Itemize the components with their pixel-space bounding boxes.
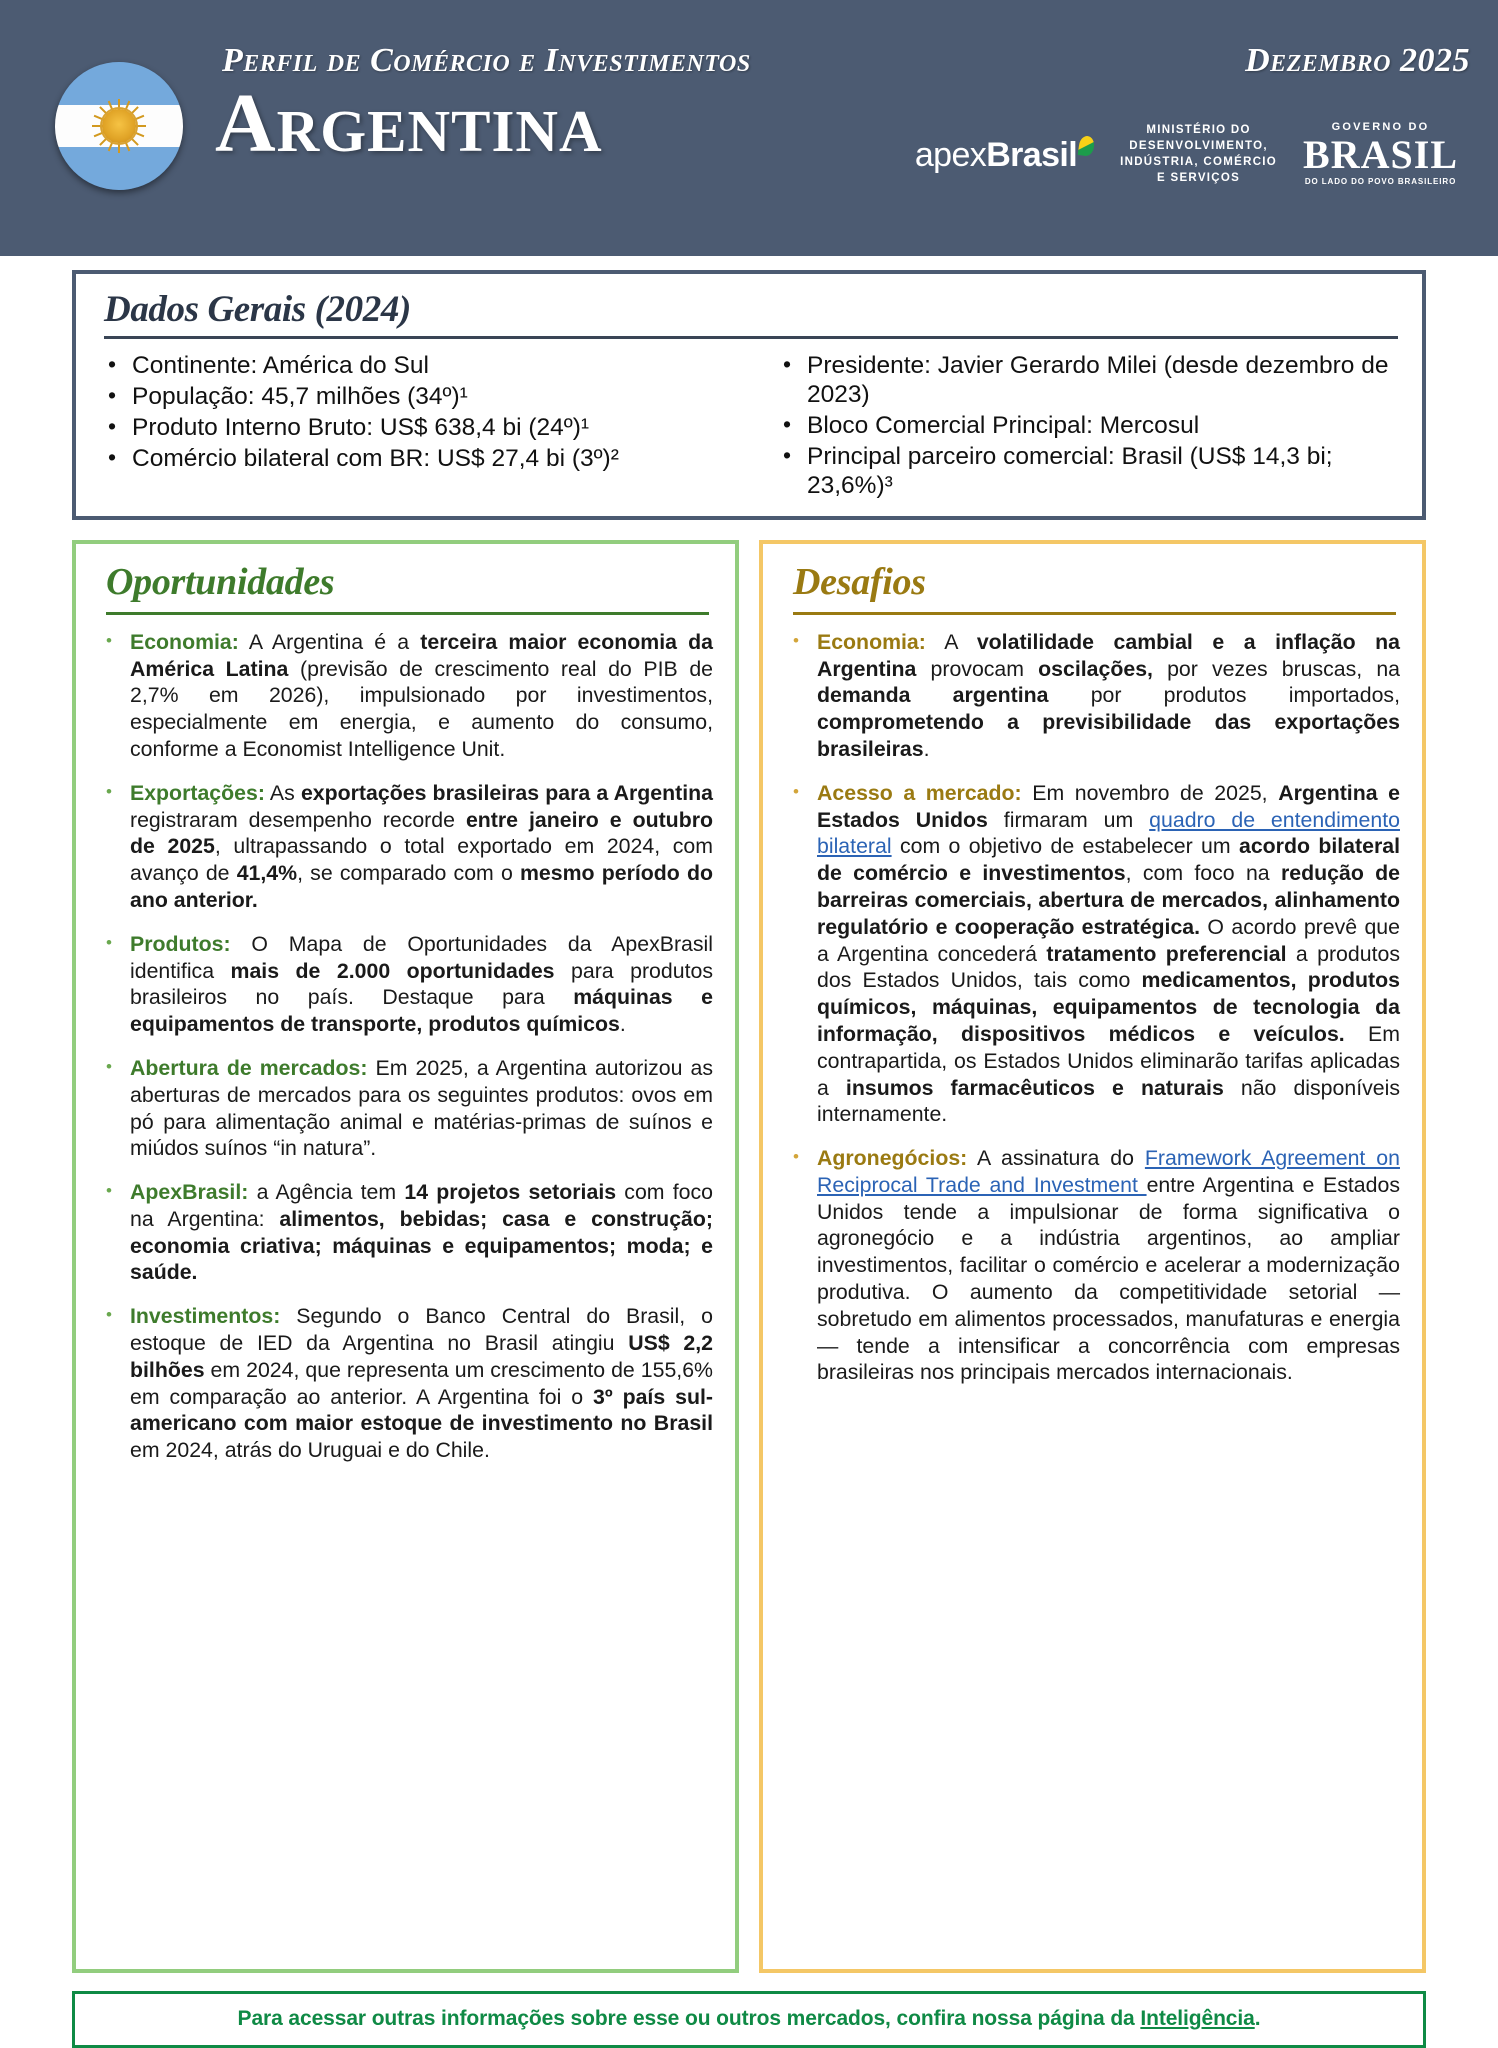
- dados-right-item-2: Principal parceiro comercial: Brasil (US$ 14,3 bi; 23,6%)³: [807, 442, 1333, 499]
- ministry-line-3: INDÚSTRIA, COMÉRCIO: [1120, 156, 1278, 168]
- header-kicker: Perfil de Comércio e Investimentos: [222, 42, 751, 79]
- page-title-country: Argentina: [215, 77, 603, 170]
- bullet-body: O Mapa de Oportunidades da ApexBrasil identifica mais de 2.000 oportunidades para produtos brasileiros no país. Destaque para máquinas e equipamentos de transporte, produtos químicos.: [130, 931, 713, 1037]
- dados-left-item-1: População: 45,7 milhões (34º)¹: [132, 382, 468, 410]
- logo-cluster: [915, 122, 1458, 186]
- footer-banner: [72, 1991, 1426, 2048]
- ministry-logo: [1120, 122, 1277, 186]
- list-item: [98, 1055, 713, 1162]
- footer-text-before: Para acessar outras informações sobre esse ou outros mercados, confira nossa página da: [237, 2007, 1141, 2030]
- bullet-lead: Produtos:: [130, 931, 231, 956]
- dados-left-item-3: Comércio bilateral com BR: US$ 27,4 bi (3º)²: [132, 444, 619, 472]
- bullet-body: As exportações brasileiras para a Argentina registraram desempenho recorde entre janeiro e outubro de 2025, ultrapassando o total exportado em 2024, com avanço de 41,4%, se comparado com o mesmo período do ano anterior.: [130, 780, 713, 912]
- bullet-body: a Agência tem 14 projetos setoriais com foco na Argentina: alimentos, bebidas; casa e construção; economia criativa; máquinas e equipamentos; moda; e saúde.: [130, 1180, 714, 1285]
- argentina-flag-icon: [55, 62, 183, 190]
- list-item: [98, 1303, 713, 1464]
- list-item: [98, 1179, 713, 1286]
- gov-logo-main: BRASIL: [1303, 132, 1458, 177]
- list-item: [773, 442, 1400, 500]
- bullet-lead: Economia:: [817, 629, 926, 654]
- bullet-lead: ApexBrasil:: [130, 1180, 249, 1205]
- list-item: [98, 931, 713, 1038]
- apex-leaf-icon: [1078, 135, 1096, 157]
- bullet-body: Em 2025, a Argentina autorizou as aberturas de mercados para os seguintes produtos: ovos em pó para alimentação animal e matérias-primas de suínos e miúdos suínos “in natura”.: [130, 1055, 714, 1161]
- dados-gerais-box: [72, 270, 1426, 520]
- list-item: [98, 629, 713, 763]
- panels-row: [72, 540, 1426, 1973]
- dados-gerais-left-list: [98, 351, 749, 473]
- bullet-body: Em novembro de 2025, Argentina e Estados Unidos firmaram um quadro de entendimento bilateral com o objetivo de estabelecer um acordo bilateral de comércio e investimentos, com foco na redução de barreiras comerciais, abertura de mercados, alinhamento regulatório e cooperação estratégica. O acordo prevê que a Argentina concederá tratamento preferencial a produtos dos Estados Unidos, tais como medicamentos, produtos químicos, máquinas, equipamentos de tecnologia da informação, dispositivos médicos e veículos. Em contrapartida, os Estados Unidos eliminarão tarifas aplicadas a insumos farmacêuticos e naturais não disponíveis internamente.: [817, 780, 1401, 1127]
- list-item: [98, 382, 749, 411]
- gov-logo-top: GOVERNO DO: [1331, 121, 1430, 133]
- apexbrasil-logo: [915, 136, 1094, 172]
- footer-text-after: .: [1254, 2007, 1261, 2030]
- list-item: [98, 780, 713, 914]
- dados-gerais-rule: [104, 336, 1398, 339]
- list-item: [98, 351, 749, 380]
- oportunidades-list: [98, 629, 713, 1464]
- bullet-lead: Abertura de mercados:: [130, 1055, 368, 1080]
- link-quadro-entendimento-bilateral[interactable]: quadro de entendimento bilateral: [817, 807, 1400, 859]
- link-framework-agreement[interactable]: Framework Agreement on Reciprocal Trade and Investment: [817, 1146, 1400, 1197]
- bullet-lead: Exportações:: [130, 780, 265, 805]
- apex-logo-part-a: apex: [914, 136, 987, 174]
- footer-text: [238, 2007, 1261, 2030]
- list-item: [785, 629, 1400, 763]
- bullet-lead: Economia:: [130, 629, 239, 654]
- dados-gerais-right-column: [773, 351, 1400, 502]
- bullet-body: Segundo o Banco Central do Brasil, o estoque de IED da Argentina no Brasil atingiu US$ 2,2 bilhões em 2024, que representa um crescimento de 155,6% em comparação ao anterior. A Argentina foi o 3º país sul-americano com maior estoque de investimento no Brasil em 2024, atrás do Uruguai e do Chile.: [130, 1304, 714, 1463]
- bullet-body: A assinatura do Framework Agreement on Reciprocal Trade and Investment entre Argentina e Estados Unidos tende a impulsionar de forma significativa o agronegócio e a indústria argentinos, ao ampliar investimentos, facilitar o comércio e acelerar a modernização produtiva. O aumento da competitividade setorial — sobretudo em alimentos processados, manufaturas e energia — tende a intensificar a concorrência com empresas brasileiras nos principais mercados internacionais.: [817, 1146, 1400, 1385]
- page-header: [0, 0, 1498, 256]
- dados-left-item-0: Continente: América do Sul: [132, 351, 429, 379]
- desafios-rule: [793, 612, 1396, 615]
- bullet-lead: Acesso a mercado:: [817, 780, 1022, 805]
- desafios-panel: [759, 540, 1426, 1973]
- list-item: [785, 1145, 1400, 1386]
- link-inteligencia[interactable]: Inteligência: [1140, 2007, 1255, 2030]
- bullet-lead: Agronegócios:: [817, 1146, 968, 1171]
- dados-gerais-title: Dados Gerais (2024): [104, 289, 411, 330]
- dados-right-item-1: Bloco Comercial Principal: Mercosul: [807, 411, 1200, 439]
- dados-gerais-right-list: [773, 351, 1400, 500]
- list-item: [785, 780, 1400, 1128]
- bullet-lead: Investimentos:: [130, 1304, 281, 1329]
- oportunidades-rule: [106, 612, 709, 615]
- list-item: [773, 411, 1400, 440]
- dados-gerais-left-column: [98, 351, 749, 502]
- apex-logo-part-b: Brasil: [986, 136, 1078, 174]
- list-item: [98, 444, 749, 473]
- governo-do-brasil-logo: [1303, 122, 1458, 186]
- bullet-body: A volatilidade cambial e a inflação na Argentina provocam oscilações, por vezes bruscas, na demanda argentina por produtos importados, comprometendo a previsibilidade das exportações brasileiras.: [817, 629, 1401, 761]
- dados-right-item-0: Presidente: Javier Gerardo Milei (desde dezembro de 2023): [807, 351, 1389, 408]
- dados-left-item-2: Produto Interno Bruto: US$ 638,4 bi (24º)¹: [132, 413, 590, 441]
- ministry-line-4: E SERVIÇOS: [1157, 172, 1241, 184]
- ministry-line-2: DESENVOLVIMENTO,: [1129, 140, 1268, 152]
- bullet-body: A Argentina é a terceira maior economia da América Latina (previsão de crescimento real do PIB de 2,7% em 2026), impulsionado por investimentos, especialmente em energia, e aumento do consumo, conforme a Economist Intelligence Unit.: [130, 629, 714, 761]
- gov-logo-bottom: DO LADO DO POVO BRASILEIRO: [1304, 177, 1457, 186]
- header-date: Dezembro 2025: [1245, 42, 1470, 79]
- desafios-list: [785, 629, 1400, 1387]
- oportunidades-panel: [72, 540, 739, 1973]
- oportunidades-title: Oportunidades: [106, 560, 335, 603]
- ministry-line-1: MINISTÉRIO DO: [1146, 124, 1251, 136]
- list-item: [98, 413, 749, 442]
- page-body: [0, 256, 1498, 2048]
- sun-of-may-icon: [102, 109, 136, 143]
- list-item: [773, 351, 1400, 409]
- desafios-title: Desafios: [793, 560, 926, 603]
